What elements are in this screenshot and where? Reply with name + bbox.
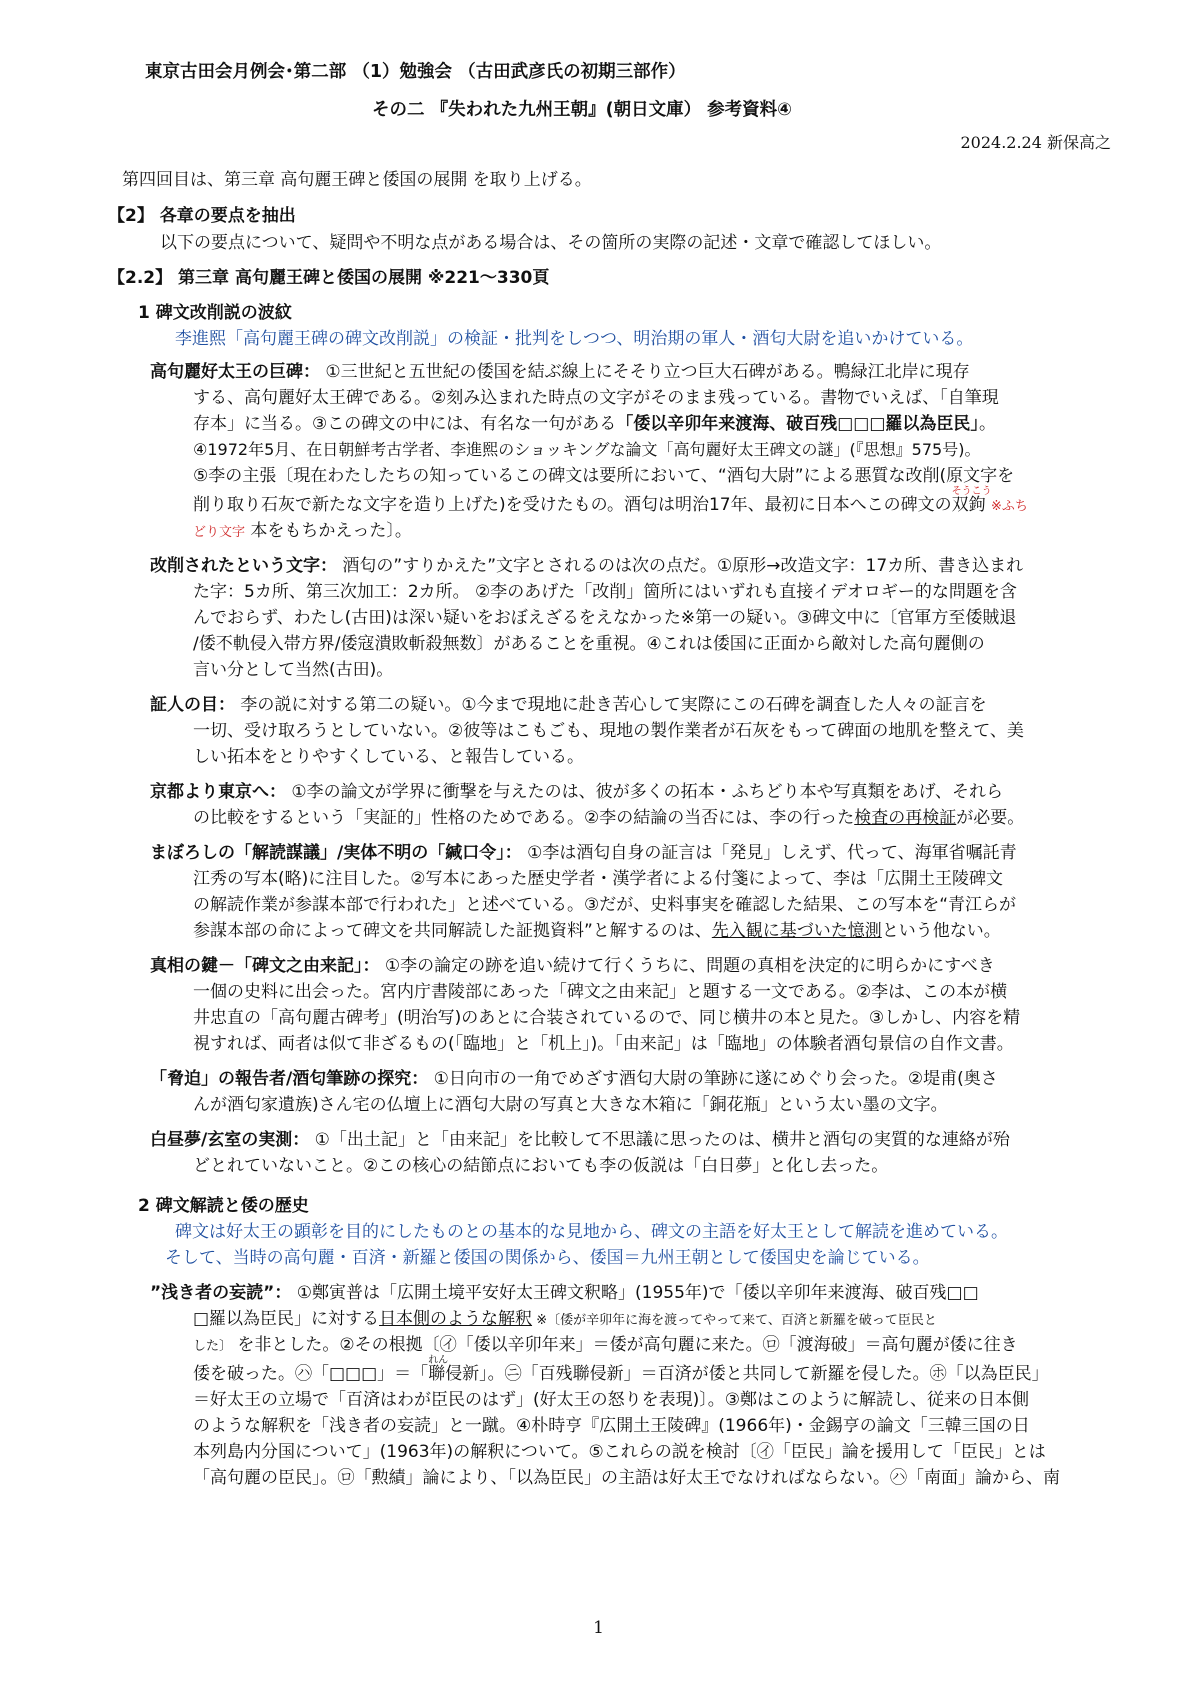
paragraph-line: 一切、受け取ろうとしていない。②彼等はこもごも、現地の製作業者が石灰をもって碑面の地肌を整えて、美 [193, 721, 1024, 741]
underlined-phrase: 検査の再検証 [854, 808, 957, 828]
paragraph-line: /倭不軌侵入帯方界/倭寇潰敗斬殺無数〕があることを重視。④これは倭国に正面から敵対した高句麗側の [193, 634, 985, 654]
paragraph-line: んが酒匂家遺族)さん宅の仏壇上に酒匂大尉の写真と大きな木箱に「銅花瓶」という太い墨の文字。 [193, 1095, 948, 1115]
paragraph-line [150, 695, 987, 715]
line-text: ①李の論文が学界に衝撃を与えたのは、彼が多くの拓本・ふちどり本や写真類をあげ、それら [286, 782, 1003, 802]
margin-note: ※ふち [991, 499, 1028, 514]
paragraph-line: しい拓本をとりやすくしている、と報告している。 [193, 747, 584, 767]
line-text: という他ない。 [881, 921, 1001, 941]
subsection-2-summary: 碑文は好太王の顕彰を目的にしたものとの基本的な見地から、碑文の主語を好太王として解読を進めている。 [175, 1222, 1008, 1242]
paragraph-line: 井忠直の「高句麗古碑考」(明治写)のあとに合装されているので、同じ横井の本と見た。③しかし、内容を精 [193, 1008, 1021, 1028]
section-2-heading: 【2】 各章の要点を抽出 [108, 206, 296, 226]
paragraph-line [193, 1309, 937, 1331]
paragraph-line: する、高句麗好太王碑である。②刻み込まれた時点の文字がそのまま残っている。書物でいえば、「自筆現 [193, 388, 999, 408]
line-text: 参謀本部の命によって碑文を共同解読した証拠資料”と解するのは、 [193, 921, 712, 941]
item-label: まぼろしの「解読謀議」/実体不明の「緘口令」： [150, 843, 522, 863]
subsection-2-summary: そして、当時の高句麗・百済・新羅と倭国の関係から、倭国＝九州王朝として倭国史を論じている。 [165, 1248, 930, 1268]
paragraph-line: のような解釈を「浅き者の妄読」と一蹴。④朴時亨『広開土王陵碑』(1966年)・金錫亨の論文「三韓三国の日 [193, 1416, 1030, 1436]
subsection-1-heading: 1 碑文改削説の波紋 [138, 303, 292, 323]
paragraph-line [193, 808, 1024, 828]
paragraph-line [193, 1335, 1018, 1357]
item-label: ”浅き者の妄読”： [150, 1283, 292, 1303]
item-label: 改削されたという文字： [150, 556, 337, 576]
margin-note: どり文字 [193, 525, 246, 540]
paragraph-line [193, 486, 1028, 517]
paragraph-line [150, 556, 1023, 576]
aside-note: した〕 [193, 1339, 233, 1354]
section-2-text: 以下の要点について、疑問や不明な点がある場合は、その箇所の実際の記述・文章で確認してほしい。 [160, 233, 942, 253]
line-text: を非とした。②その根拠〔㋑「倭以辛卯年来」＝倭が高句麗に来た。㋺「渡海破」＝高句麗が倭に往き [232, 1335, 1018, 1355]
section-2-2-heading: 【2.2】 第三章 高句麗王碑と倭国の展開 ※221～330頁 [108, 268, 550, 288]
ruby-reading: れん [428, 1355, 449, 1366]
paragraph-line [150, 782, 1003, 802]
item-label: 証人の目： [150, 695, 235, 715]
ruby-word [428, 1355, 449, 1384]
page-number: 1 [593, 1618, 604, 1638]
document-subtitle: その二 『失われた九州王朝』(朝日文庫） 参考資料④ [372, 100, 792, 120]
item-label: 高句麗好太王の巨碑： [150, 362, 320, 382]
document-date-author: 2024.2.24 新保高之 [960, 133, 1111, 152]
paragraph-line: 本列島内分国について」(1963年)の解釈について。⑤これらの説を検討〔㋑「臣民」論を援用して「臣民」とは [193, 1442, 1046, 1462]
underlined-phrase: 日本側のような解釈 [379, 1309, 533, 1329]
paragraph-line: 視すれば、両者は似て非ざるもの(「臨地」と「机上」)。「由来記」は「臨地」の体験者酒匂景信の自作文書。 [193, 1034, 1014, 1054]
paragraph-line [150, 1283, 979, 1303]
line-text: □羅以為臣民」に対する [193, 1309, 380, 1329]
paragraph-line: どとれていないこと。②この核心の結節点においても李の仮説は「白日夢」と化し去った。 [193, 1156, 889, 1176]
paragraph-line: んでおらず、わたし(古田)は深い疑いをおぼえざるをえなかった※第一の疑い。③碑文中に〔官軍方至倭賊退 [193, 608, 1017, 628]
ruby-base: 聯 [428, 1364, 446, 1384]
paragraph-line [150, 956, 995, 976]
paragraph-line: ⑤李の主張〔現在わたしたちの知っているこの碑文は要所において、“酒匂大尉”による悪質な改削(原文字を [193, 466, 1015, 486]
line-text: 本をもちかえった〕。 [245, 521, 412, 541]
ruby-base: 双鉤 [951, 495, 986, 515]
paragraph-line: 一個の史料に出会った。宮内庁書陵部にあった「碑文之由来記」と題する一文である。②李は、この本が横 [193, 982, 1008, 1002]
line-text: ①日向市の一角でめざす酒匂大尉の筆跡に遂にめぐり会った。②堤甫(奥さ [428, 1069, 998, 1089]
paragraph-line: た字：5カ所、第三次加工：2カ所。 ②李のあげた「改削」箇所にはいずれも直接イデオロギー的な問題を含 [193, 582, 1017, 602]
line-text: ①鄭寅普は「広開土境平安好太王碑文釈略」(1955年)で「倭以辛卯年来渡海、破百残□□ [291, 1283, 979, 1303]
ruby-word [951, 486, 992, 515]
paragraph-line: ④1972年5月、在日朝鮮考古学者、李進熙のショッキングな論文「高句麗好太王碑文の謎」(『思想』575号)。 [193, 440, 981, 459]
paragraph-line: 江秀の写本(略)に注目した。②写本にあった歴史学者・漢学者による付箋によって、李は「広開土王陵碑文 [193, 869, 1003, 889]
line-text: 削り取り石灰で新たな文字を造り上げた)を受けたもの。酒匂は明治17年、最初に日本へこの碑文の [193, 495, 952, 515]
line-text: ①三世紀と五世紀の倭国を結ぶ線上にそそり立つ巨大石碑がある。鴨緑江北岸に現存 [320, 362, 970, 382]
aside-note: ※〔倭が辛卯年に海を渡ってやって来て、百済と新羅を破って臣民と [532, 1313, 937, 1328]
intro-text: 第四回目は、第三章 高句麗王碑と倭国の展開 を取り上げる。 [122, 170, 592, 190]
paragraph-line: 「高句麗の臣民」。㋺「勲績」論により、「以為臣民」の主語は好太王でなければならない。㋩「南面」論から、南 [193, 1468, 1060, 1488]
line-text: 李の説に対する第二の疑い。①今まで現地に赴き苦心して実際にこの石碑を調査した人々の証言を [235, 695, 987, 715]
item-label: 白昼夢/玄室の実測： [150, 1130, 310, 1150]
paragraph-line [193, 1355, 1049, 1384]
line-text: 。 [978, 414, 996, 434]
item-label: 京都より東京へ： [150, 782, 286, 802]
paragraph-line [193, 414, 996, 434]
paragraph-line [150, 1069, 998, 1089]
document-title: 東京古田会月例会･第二部 （1）勉強会 （古田武彦氏の初期三部作） [145, 62, 686, 82]
line-text: が必要。 [956, 808, 1025, 828]
paragraph-line [150, 843, 1017, 863]
item-label: 「脅迫」の報告者/酒匂筆跡の探究： [150, 1069, 429, 1089]
quoted-inscription: 「倭以辛卯年来渡海、破百残□□□羅以為臣民」 [616, 414, 979, 434]
underlined-phrase: 先入観に基づいた憶測 [711, 921, 882, 941]
paragraph-line [193, 521, 412, 543]
paragraph-line: ＝好太王の立場で「百済はわが臣民のはず」(好太王の怒りを表現)〕。③鄭はこのように解読し、従来の日本側 [193, 1390, 1030, 1410]
paragraph-line [150, 362, 970, 382]
line-text: の比較をするという「実証的」性格のためである。②李の結論の当否には、李の行った [193, 808, 855, 828]
line-text: 侵新」。㋥「百残聯侵新」＝百済が倭と共同して新羅を侵した。㋭「以為臣民」 [445, 1364, 1049, 1384]
line-text: ①「出土記」と「由来記」を比較して不思議に思ったのは、横井と酒匂の実質的な連絡が殆 [309, 1130, 1010, 1150]
line-text: ①李の論定の跡を追い続けて行くうちに、問題の真相を決定的に明らかにすべき [379, 956, 995, 976]
paragraph-line [150, 1130, 1010, 1150]
paragraph-line: の解読作業が参謀本部で行われた」と述べている。③だが、史料事実を確認した結果、この写本を“青江らが [193, 895, 1017, 915]
subsection-1-summary: 李進熙「高句麗王碑の碑文改削説」の検証・批判をしつつ、明治期の軍人・酒匂大尉を追いかけている。 [175, 329, 974, 349]
line-text: 倭を破った。㋩「□□□」＝「 [193, 1364, 429, 1384]
item-label: 真相の鍵－「碑文之由来記」： [150, 956, 380, 976]
line-text: ①李は酒匂自身の証言は「発見」しえず、代って、海軍省嘱託青 [521, 843, 1017, 863]
subsection-2-heading: 2 碑文解読と倭の歴史 [138, 1196, 309, 1216]
line-text: 存本」に当る。③この碑文の中には、有名な一句がある [193, 414, 617, 434]
paragraph-line: 言い分として当然(古田)。 [193, 660, 394, 680]
ruby-reading: そうこう [951, 486, 992, 497]
paragraph-line [193, 921, 1001, 941]
line-text: 酒匂の”すりかえた”文字とされるのは次の点だ。①原形→改造文字：17カ所、書き込まれ [337, 556, 1024, 576]
